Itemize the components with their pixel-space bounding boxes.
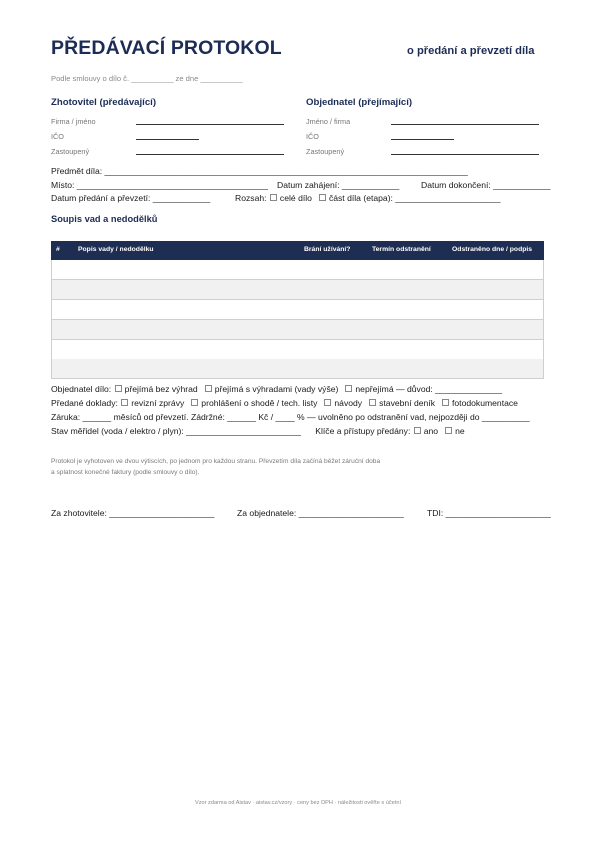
keys-yes-label: ano bbox=[423, 426, 439, 436]
client-rep-label: Zastoupený bbox=[306, 147, 345, 156]
contractor-ico-label: IČO bbox=[51, 132, 64, 141]
warranty-field[interactable]: Záruka: ______ měsíců od převzetí. Zádržné: ______ Kč / ____ % — uvolněno po odstranění vad, nejpozději do __________ bbox=[51, 412, 530, 422]
doc-revision-reports-label: revizní zprávy bbox=[131, 398, 185, 408]
defects-table bbox=[51, 241, 544, 379]
scope-label: Rozsah: bbox=[235, 193, 267, 203]
document-title: PŘEDÁVACÍ PROTOKOL bbox=[51, 37, 282, 59]
column-header-number: # bbox=[56, 246, 60, 253]
defects-table-header bbox=[51, 241, 544, 260]
contractor-ico-line[interactable] bbox=[136, 139, 199, 140]
doc-revision-reports-checkbox[interactable] bbox=[121, 399, 128, 406]
accept-no-reservations-label: přejímá bez výhrad bbox=[124, 384, 198, 394]
doc-photos-checkbox[interactable] bbox=[442, 399, 449, 406]
scope-part-checkbox[interactable] bbox=[319, 194, 326, 201]
scope-part-label: část díla (etapa): ______________________ bbox=[328, 193, 501, 203]
note-line-2: a splatnost konečné faktury (podle smlouvy o dílo). bbox=[51, 469, 200, 476]
client-heading: Objednatel (přejímající) bbox=[306, 97, 413, 108]
table-row[interactable] bbox=[51, 320, 544, 340]
doc-conformity-checkbox[interactable] bbox=[191, 399, 198, 406]
scope-whole-label: celé dílo bbox=[279, 193, 312, 203]
page-footer: Vzor zdarma od Aistav · aistav.cz/vzory · ceny bez DPH · náležitosti ověřte s účetní bbox=[194, 800, 401, 806]
table-row[interactable] bbox=[51, 260, 544, 280]
table-row[interactable] bbox=[51, 359, 544, 379]
doc-photos-label: fotodokumentace bbox=[452, 398, 518, 408]
note-line-1: Protokol je vyhotoven ve dvou výtiscích, po jednom pro každou stranu. Převzetím díla začíná běžet záruční doba bbox=[51, 458, 381, 465]
column-header-blocks-use: Brání užívání? bbox=[304, 246, 351, 253]
contract-reference: Podle smlouvy o dílo č. __________ ze dne __________ bbox=[51, 74, 243, 83]
contractor-signature-field[interactable]: Za zhotovitele: ______________________ bbox=[51, 508, 215, 518]
client-name-label: Jméno / firma bbox=[306, 117, 351, 126]
client-rep-line[interactable] bbox=[391, 154, 539, 155]
acceptance-label: Objednatel dílo: bbox=[51, 384, 112, 394]
keys-yes-checkbox[interactable] bbox=[414, 427, 421, 434]
table-row[interactable] bbox=[51, 300, 544, 320]
scope-whole-checkbox[interactable] bbox=[270, 194, 277, 201]
work-place-field[interactable]: Místo: ________________________________________ bbox=[51, 180, 268, 190]
keys-label: Klíče a přístupy předány: bbox=[315, 426, 411, 436]
documents-row bbox=[51, 398, 518, 408]
contractor-heading: Zhotovitel (předávající) bbox=[51, 97, 157, 108]
table-row[interactable] bbox=[51, 340, 544, 360]
accept-no-reservations-checkbox[interactable] bbox=[115, 385, 122, 392]
keys-no-label: ne bbox=[455, 426, 465, 436]
doc-manuals-label: návody bbox=[334, 398, 363, 408]
meters-field[interactable]: Stav měřidel (voda / elektro / plyn): ________________________ bbox=[51, 426, 301, 436]
contractor-rep-label: Zastoupený bbox=[51, 147, 90, 156]
accept-with-reservations-label: přejímá s výhradami (vady výše) bbox=[214, 384, 339, 394]
start-date-field[interactable]: Datum zahájení: ____________ bbox=[277, 180, 400, 190]
work-subject-field[interactable]: Předmět díla: ____________________________________________________________________________ bbox=[51, 166, 468, 176]
column-header-description: Popis vady / nedodělku bbox=[78, 246, 154, 253]
doc-manuals-checkbox[interactable] bbox=[324, 399, 331, 406]
doc-site-diary-label: stavební deník bbox=[379, 398, 436, 408]
doc-site-diary-checkbox[interactable] bbox=[369, 399, 376, 406]
contractor-name-label: Firma / jméno bbox=[51, 117, 96, 126]
meters-row bbox=[51, 426, 465, 436]
end-date-field[interactable]: Datum dokončení: ____________ bbox=[421, 180, 551, 190]
column-header-fixed-on: Odstraněno dne / podpis bbox=[452, 246, 533, 253]
contractor-name-line[interactable] bbox=[136, 124, 284, 125]
not-accepted-label: nepřejímá — důvod: ______________ bbox=[355, 384, 503, 394]
client-ico-label: IČO bbox=[306, 132, 319, 141]
accept-with-reservations-checkbox[interactable] bbox=[205, 385, 212, 392]
table-row[interactable] bbox=[51, 280, 544, 300]
scope-row bbox=[235, 193, 500, 203]
client-ico-line[interactable] bbox=[391, 139, 454, 140]
keys-no-checkbox[interactable] bbox=[445, 427, 452, 434]
handover-date-field[interactable]: Datum předání a převzetí: ____________ bbox=[51, 193, 211, 203]
doc-conformity-label: prohlášení o shodě / tech. listy bbox=[201, 398, 318, 408]
column-header-fix-deadline: Termín odstranění bbox=[372, 246, 431, 253]
client-signature-field[interactable]: Za objednatele: ______________________ bbox=[237, 508, 404, 518]
documents-label: Předané doklady: bbox=[51, 398, 118, 408]
document-subtitle: o předání a převzetí díla bbox=[407, 45, 535, 57]
defects-heading: Soupis vad a nedodělků bbox=[51, 214, 158, 224]
acceptance-row bbox=[51, 384, 502, 394]
tdi-signature-field[interactable]: TDI: ______________________ bbox=[427, 508, 551, 518]
contractor-rep-line[interactable] bbox=[136, 154, 284, 155]
not-accepted-checkbox[interactable] bbox=[345, 385, 352, 392]
client-name-line[interactable] bbox=[391, 124, 539, 125]
